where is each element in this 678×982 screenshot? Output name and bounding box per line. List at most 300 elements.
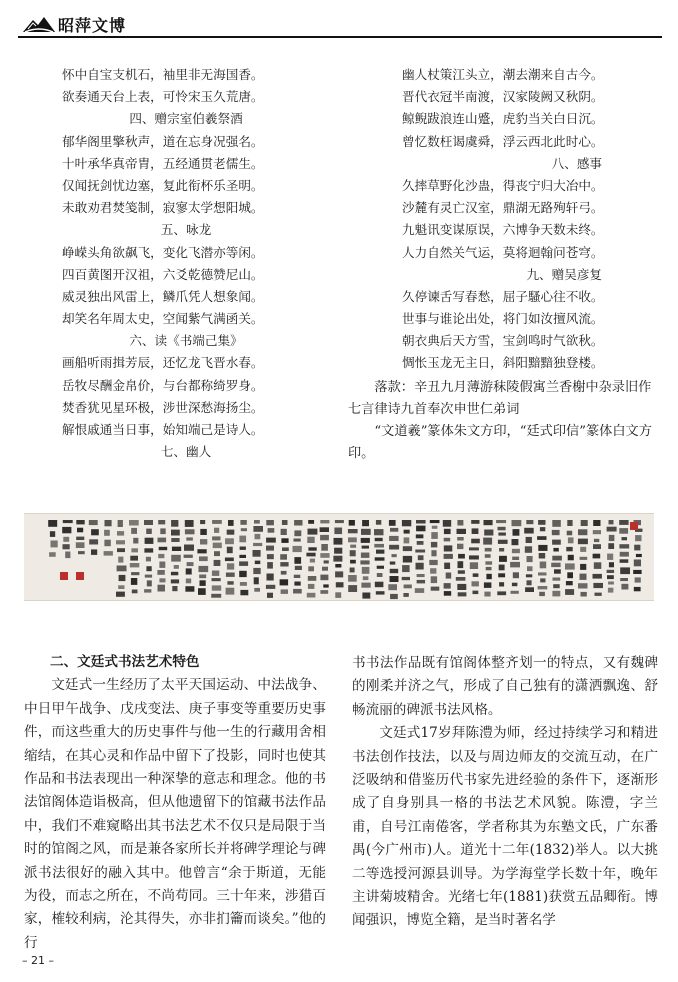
brush-stroke bbox=[334, 538, 343, 545]
brush-stroke bbox=[608, 588, 614, 593]
brush-stroke bbox=[267, 554, 274, 559]
brush-stroke bbox=[595, 593, 602, 596]
body-right-column bbox=[352, 652, 658, 933]
brush-stroke bbox=[581, 592, 587, 597]
brush-stroke bbox=[471, 520, 479, 524]
brush-stroke bbox=[199, 575, 206, 579]
brush-stroke bbox=[266, 538, 276, 543]
brush-stroke bbox=[621, 584, 628, 590]
brush-stroke bbox=[187, 562, 194, 566]
inscription-note: 落款：辛丑九月薄游秣陵假寓兰香榭中杂录旧作七言律诗九首奉次申世仁弟词 bbox=[348, 379, 652, 417]
brush-stroke bbox=[511, 591, 519, 594]
brush-stroke bbox=[416, 526, 425, 532]
brush-stroke bbox=[159, 578, 165, 582]
brush-stroke bbox=[65, 552, 70, 559]
brush-stroke bbox=[147, 580, 152, 586]
brush-stroke bbox=[171, 520, 178, 527]
brush-stroke bbox=[77, 528, 83, 533]
brush-stroke bbox=[622, 537, 628, 540]
page-header bbox=[0, 0, 678, 44]
brush-stroke bbox=[200, 529, 207, 535]
poem-line: 威灵独出风雷上，鳞爪凭人想象闻。 bbox=[62, 288, 264, 304]
brush-stroke bbox=[350, 545, 356, 548]
poem-line: 未敢劝君焚笺制，寂寥太学想阳城。 bbox=[62, 200, 264, 216]
brush-stroke bbox=[458, 592, 467, 596]
brush-stroke bbox=[131, 572, 139, 575]
brush-stroke bbox=[321, 544, 328, 551]
brush-stroke bbox=[469, 555, 479, 559]
poem-line: 九魁讯变谋原误，六博争天数未终。 bbox=[402, 222, 604, 238]
brush-stroke bbox=[240, 582, 247, 586]
brush-stroke bbox=[48, 520, 57, 527]
brush-stroke bbox=[184, 555, 193, 558]
brush-stroke bbox=[212, 578, 221, 581]
brush-stroke bbox=[472, 581, 479, 586]
brush-stroke bbox=[146, 566, 151, 571]
poem-line: 晋代衣冠半南渡，汉家陵阙又秋阴。 bbox=[402, 89, 604, 105]
brush-stroke bbox=[171, 555, 181, 562]
brush-stroke bbox=[335, 592, 341, 598]
brush-stroke bbox=[117, 548, 125, 552]
brush-stroke bbox=[483, 538, 492, 545]
brush-stroke bbox=[444, 538, 451, 542]
brush-stroke bbox=[104, 540, 110, 547]
poem-line: 郁华阁里擎秋声，道在忘身况强名。 bbox=[62, 133, 264, 149]
brush-stroke bbox=[432, 526, 438, 529]
brush-stroke bbox=[320, 535, 329, 540]
brush-stroke bbox=[512, 583, 518, 587]
poem-line: 沙麓有灵亡汉室，鼎湖无路殉轩弓。 bbox=[402, 200, 604, 216]
brush-stroke bbox=[307, 593, 316, 598]
brand-title: 昭萍文博 bbox=[58, 16, 127, 35]
poem-line: 十叶承华真帝胄，五经通贯老儒生。 bbox=[62, 155, 264, 171]
brush-stroke bbox=[76, 542, 85, 548]
brush-stroke bbox=[374, 529, 384, 535]
brush-stroke bbox=[131, 548, 138, 552]
brush-stroke bbox=[294, 582, 300, 586]
brush-stroke bbox=[444, 554, 453, 559]
brush-stroke bbox=[116, 540, 125, 544]
brush-stroke bbox=[348, 529, 358, 533]
body-paragraph: 书书法作品既有馆阁体整齐划一的特点，又有魏碑的刚柔并济之气，形成了自己独有的潇洒飘逸、舒畅流丽的碑派书法风格。 bbox=[352, 655, 658, 718]
brush-stroke bbox=[457, 529, 467, 534]
brush-stroke bbox=[527, 566, 533, 571]
brush-stroke bbox=[469, 547, 479, 550]
brush-stroke bbox=[593, 554, 601, 559]
brush-stroke bbox=[294, 520, 302, 526]
brush-stroke bbox=[239, 561, 248, 566]
brush-stroke bbox=[116, 592, 125, 597]
brush-stroke bbox=[609, 562, 614, 567]
brush-stroke bbox=[485, 554, 491, 558]
brush-stroke bbox=[403, 546, 412, 551]
brush-stroke bbox=[266, 585, 275, 589]
brush-stroke bbox=[375, 582, 384, 588]
brush-stroke bbox=[335, 520, 344, 523]
brush-stroke bbox=[200, 580, 206, 586]
brush-stroke bbox=[197, 549, 206, 553]
poem-line: 却笑名年周太史，空闻紫气满函关。 bbox=[62, 311, 264, 327]
brush-stroke bbox=[390, 569, 399, 573]
brush-stroke bbox=[119, 575, 126, 581]
brush-stroke bbox=[158, 554, 164, 558]
header-rule bbox=[18, 36, 662, 38]
brush-stroke bbox=[418, 555, 424, 560]
brush-stroke bbox=[320, 527, 329, 532]
brush-stroke bbox=[362, 546, 369, 549]
brush-stroke bbox=[620, 559, 629, 563]
brush-stroke bbox=[159, 547, 168, 550]
brush-stroke bbox=[567, 531, 573, 536]
brush-stroke bbox=[198, 588, 206, 595]
brush-stroke bbox=[158, 538, 167, 543]
brush-stroke bbox=[333, 556, 342, 562]
brush-stroke bbox=[415, 588, 424, 593]
brush-stroke bbox=[593, 574, 602, 579]
brush-stroke bbox=[540, 578, 545, 582]
brush-stroke bbox=[553, 548, 558, 552]
brush-stroke bbox=[186, 537, 193, 540]
brush-stroke bbox=[620, 567, 630, 574]
poems-right-column bbox=[348, 64, 658, 465]
brush-stroke bbox=[484, 592, 490, 597]
brush-stroke bbox=[635, 535, 641, 541]
brush-stroke bbox=[486, 574, 491, 579]
poem-line: 幽人杖策江头立，潮去潮来自古今。 bbox=[402, 67, 604, 82]
brush-stroke bbox=[593, 544, 601, 549]
seal-stamp bbox=[630, 522, 638, 530]
brush-stroke bbox=[524, 528, 534, 534]
seal-stamp bbox=[60, 572, 68, 580]
brush-stroke bbox=[565, 563, 575, 569]
brush-stroke bbox=[131, 578, 137, 585]
brush-stroke bbox=[227, 581, 233, 585]
brush-stroke bbox=[402, 520, 411, 526]
brush-stroke bbox=[593, 520, 600, 526]
brush-stroke bbox=[485, 561, 492, 564]
brush-stroke bbox=[281, 571, 287, 575]
brush-stroke bbox=[308, 576, 317, 581]
brush-stroke bbox=[334, 528, 342, 535]
brush-stroke bbox=[130, 563, 140, 567]
brush-stroke bbox=[117, 531, 124, 536]
brush-stroke bbox=[619, 544, 629, 548]
brush-stroke bbox=[266, 520, 274, 525]
brush-stroke bbox=[431, 542, 437, 548]
poem-title: 八、感事 bbox=[551, 155, 602, 171]
brush-stroke bbox=[350, 550, 356, 556]
brush-stroke bbox=[76, 537, 84, 540]
brush-stroke bbox=[130, 556, 138, 561]
poem-line: 画船听雨揖芳辰，还忆龙飞晋水春。 bbox=[62, 355, 264, 371]
poem-line: 鲸鲵跋浪连山蹙，虎豹当关白日沉。 bbox=[402, 111, 604, 127]
brush-stroke bbox=[171, 530, 180, 536]
brush-stroke bbox=[567, 572, 573, 578]
brush-stroke bbox=[320, 575, 328, 581]
brush-stroke bbox=[580, 547, 586, 552]
brush-stroke bbox=[430, 520, 440, 523]
brush-stroke bbox=[308, 547, 316, 550]
poems-left-column bbox=[62, 64, 310, 463]
brush-stroke bbox=[568, 537, 574, 543]
brush-stroke bbox=[253, 526, 263, 532]
brush-stroke bbox=[281, 589, 288, 594]
section-heading: 二、文廷式书法艺术特色 bbox=[50, 654, 200, 670]
brush-stroke bbox=[608, 543, 614, 549]
brush-stroke bbox=[118, 557, 123, 563]
brush-stroke bbox=[554, 569, 561, 573]
brush-stroke bbox=[431, 576, 437, 583]
brush-stroke bbox=[335, 571, 343, 577]
brush-stroke bbox=[551, 563, 560, 567]
brush-stroke bbox=[403, 593, 408, 597]
brush-stroke bbox=[496, 520, 506, 523]
brush-stroke bbox=[565, 589, 574, 595]
brush-stroke bbox=[527, 556, 533, 562]
brush-stroke bbox=[538, 572, 547, 575]
brush-stroke bbox=[537, 536, 546, 540]
brush-stroke bbox=[552, 556, 562, 561]
brush-stroke bbox=[239, 536, 246, 543]
brush-stroke bbox=[375, 538, 383, 541]
brush-stroke bbox=[78, 551, 85, 554]
brush-stroke bbox=[63, 544, 70, 549]
brush-stroke bbox=[363, 576, 369, 580]
brush-stroke bbox=[254, 520, 260, 524]
brush-stroke bbox=[499, 565, 505, 571]
brush-stroke bbox=[609, 535, 615, 541]
brush-stroke bbox=[457, 520, 463, 526]
brush-stroke bbox=[200, 539, 207, 544]
brush-stroke bbox=[470, 562, 478, 569]
brush-stroke bbox=[513, 529, 520, 536]
brush-stroke bbox=[375, 557, 385, 560]
poem-line: 四百黄图开汉祖，六爻乾德赞尼山。 bbox=[62, 266, 264, 282]
brush-stroke bbox=[361, 529, 371, 535]
brush-stroke bbox=[145, 575, 152, 578]
brush-stroke bbox=[593, 583, 603, 588]
brush-stroke bbox=[594, 562, 602, 569]
brush-stroke bbox=[458, 570, 465, 574]
brush-stroke bbox=[348, 585, 357, 592]
brush-stroke bbox=[473, 573, 479, 577]
brush-stroke bbox=[566, 581, 573, 585]
brush-stroke bbox=[91, 549, 97, 555]
brush-stroke bbox=[402, 565, 410, 572]
brush-stroke bbox=[171, 538, 179, 542]
brush-stroke bbox=[512, 520, 522, 526]
brush-stroke bbox=[63, 520, 73, 523]
brush-stroke bbox=[214, 560, 221, 566]
brush-stroke bbox=[281, 538, 288, 543]
brush-stroke bbox=[526, 537, 532, 543]
brush-stroke bbox=[608, 582, 614, 585]
brush-stroke bbox=[308, 566, 314, 571]
brush-stroke bbox=[50, 531, 55, 537]
brush-stroke bbox=[51, 541, 58, 548]
brush-stroke bbox=[538, 545, 547, 551]
brush-stroke bbox=[226, 573, 235, 577]
brush-stroke bbox=[444, 583, 451, 589]
brush-stroke bbox=[254, 588, 260, 592]
brush-stroke bbox=[485, 548, 492, 552]
brush-stroke bbox=[348, 575, 357, 582]
brush-stroke bbox=[323, 584, 328, 587]
brush-stroke bbox=[200, 520, 205, 524]
brush-stroke bbox=[636, 554, 642, 557]
brush-stroke bbox=[376, 520, 381, 525]
brush-stroke bbox=[362, 520, 369, 526]
brush-stroke bbox=[185, 529, 195, 534]
brush-stroke bbox=[403, 556, 412, 563]
brush-stroke bbox=[512, 539, 519, 545]
poem-line: 岳牧尽酬金帛价，与台都称绮罗身。 bbox=[62, 377, 264, 393]
brush-stroke bbox=[63, 537, 69, 542]
brush-stroke bbox=[307, 537, 314, 543]
brush-stroke bbox=[377, 566, 384, 569]
brush-stroke bbox=[457, 584, 466, 590]
brush-stroke bbox=[104, 551, 113, 556]
brush-stroke bbox=[185, 520, 194, 527]
brush-stroke bbox=[634, 545, 640, 551]
brush-stroke bbox=[374, 544, 384, 548]
poem-line: 焚香犹见星环极，涉世深愁海扬尘。 bbox=[62, 399, 264, 415]
brush-stroke bbox=[404, 585, 412, 589]
brush-stroke bbox=[446, 573, 452, 579]
brush-stroke bbox=[62, 527, 71, 533]
brush-stroke bbox=[324, 560, 329, 563]
brush-stroke bbox=[144, 548, 153, 552]
brush-stroke bbox=[293, 589, 302, 594]
brush-stroke bbox=[199, 566, 209, 572]
brush-stroke bbox=[294, 557, 301, 564]
brush-stroke bbox=[607, 527, 617, 532]
brush-stroke bbox=[282, 547, 289, 551]
brush-stroke bbox=[240, 547, 246, 550]
brush-stroke bbox=[227, 563, 234, 569]
brush-stroke bbox=[214, 551, 220, 556]
brush-stroke bbox=[499, 548, 504, 552]
brush-stroke bbox=[362, 567, 370, 574]
brush-stroke bbox=[431, 532, 438, 539]
brush-stroke bbox=[280, 554, 287, 560]
brush-stroke bbox=[240, 590, 248, 595]
page-number: – 21 – bbox=[22, 954, 54, 967]
brush-stroke bbox=[633, 570, 641, 574]
brush-stroke bbox=[444, 563, 450, 569]
brush-stroke bbox=[241, 528, 247, 531]
brush-stroke bbox=[390, 528, 398, 532]
brush-stroke bbox=[199, 556, 208, 561]
brush-stroke bbox=[539, 553, 546, 559]
brush-stroke bbox=[132, 590, 138, 594]
brush-stroke bbox=[334, 548, 342, 554]
brush-stroke bbox=[310, 559, 315, 563]
brush-stroke bbox=[429, 560, 437, 565]
brush-stroke bbox=[538, 520, 545, 525]
poem-line: 峥嵘头角欲飙飞，变化飞潜亦等闲。 bbox=[62, 244, 264, 260]
brush-stroke bbox=[174, 565, 179, 569]
brush-stroke bbox=[607, 554, 613, 560]
brush-stroke bbox=[76, 520, 84, 524]
brush-stroke bbox=[430, 568, 436, 574]
brush-stroke bbox=[268, 528, 275, 533]
brush-stroke bbox=[158, 520, 165, 524]
brush-stroke bbox=[361, 583, 370, 588]
brush-stroke bbox=[512, 557, 519, 560]
brush-stroke bbox=[172, 547, 181, 551]
brush-stroke bbox=[160, 528, 165, 534]
poem-line: 仅闻抚剑忧边塞，复此衔杯乐圣明。 bbox=[62, 177, 264, 193]
brush-stroke bbox=[457, 537, 464, 541]
brush-stroke bbox=[552, 530, 560, 535]
brush-stroke bbox=[226, 588, 235, 595]
brush-stroke bbox=[295, 566, 302, 570]
brush-stroke bbox=[294, 539, 301, 542]
body-paragraph: 文廷式17岁拜陈澧为师，经过持续学习和精进书法创作技法，以及与周边师友的交流互动，在广泛吸纳和借鉴历代书家先进经验的条件下，逐渐形成了自身别具一格的书法艺术风貌。陈澧，字兰甫，自号江南倦客，学者称其为东塾文氏，广东番禺(今广州市)人。道光十二年(1832)举人。以大挑二等选授河源县训导。为学海堂学长数十年，晚年主讲菊坡精舍。光绪七年(1881)获赏五品卿衔。博闻强识，博览全籍，是当时著名学 bbox=[352, 725, 658, 929]
poem-title: 九、赠吴彦复 bbox=[526, 266, 602, 282]
brush-stroke bbox=[389, 520, 396, 526]
brush-stroke bbox=[267, 562, 273, 569]
brush-stroke bbox=[578, 583, 588, 588]
poem-line: 欲奏通天台上表，可怜宋玉久荒唐。 bbox=[62, 89, 264, 105]
brush-stroke bbox=[350, 560, 356, 564]
brush-stroke bbox=[361, 538, 370, 543]
brush-stroke bbox=[281, 529, 287, 535]
brush-stroke bbox=[416, 563, 424, 570]
brush-stroke bbox=[510, 562, 520, 568]
brush-stroke bbox=[444, 545, 453, 551]
brush-stroke bbox=[145, 538, 154, 544]
brush-stroke bbox=[390, 562, 396, 565]
brush-stroke bbox=[594, 539, 599, 542]
brush-stroke bbox=[578, 529, 587, 535]
brush-stroke bbox=[129, 520, 139, 526]
brush-stroke bbox=[527, 580, 532, 585]
brush-stroke bbox=[335, 564, 341, 568]
poem-line: 久停谏舌写春愁，屈子騷心往不收。 bbox=[402, 288, 604, 304]
poem-line: 久摔草野化沙蛊，得丧宁归大冶中。 bbox=[402, 177, 604, 193]
calligraphy-strokes bbox=[24, 514, 654, 600]
brush-stroke bbox=[171, 572, 178, 576]
brush-stroke bbox=[306, 553, 315, 557]
brush-stroke bbox=[172, 586, 177, 591]
poem-line: 怀中自宝支机石，袖里非无海国香。 bbox=[62, 67, 264, 82]
brush-stroke bbox=[553, 578, 561, 581]
poem-line: 世事与谁论出处，将门如汝擅风流。 bbox=[402, 311, 604, 327]
brush-stroke bbox=[634, 587, 641, 591]
brush-stroke bbox=[525, 587, 534, 592]
brush-stroke bbox=[376, 591, 385, 594]
brush-stroke bbox=[619, 520, 628, 525]
brush-stroke bbox=[389, 536, 399, 541]
brush-stroke bbox=[225, 558, 234, 562]
poem-line: 人力自然关气运，莫将迴翰问苍穹。 bbox=[402, 244, 604, 260]
brush-stroke bbox=[417, 580, 426, 584]
brush-stroke bbox=[239, 555, 246, 558]
brush-stroke bbox=[471, 539, 480, 544]
brush-stroke bbox=[253, 568, 260, 574]
brush-stroke bbox=[376, 550, 384, 554]
brush-stroke bbox=[131, 528, 137, 534]
brush-stroke bbox=[538, 586, 548, 589]
brush-stroke bbox=[377, 573, 383, 577]
brush-stroke bbox=[486, 567, 492, 570]
brush-stroke bbox=[282, 520, 288, 525]
brush-stroke bbox=[49, 552, 56, 557]
brush-stroke bbox=[159, 562, 165, 568]
brush-stroke bbox=[540, 562, 547, 569]
